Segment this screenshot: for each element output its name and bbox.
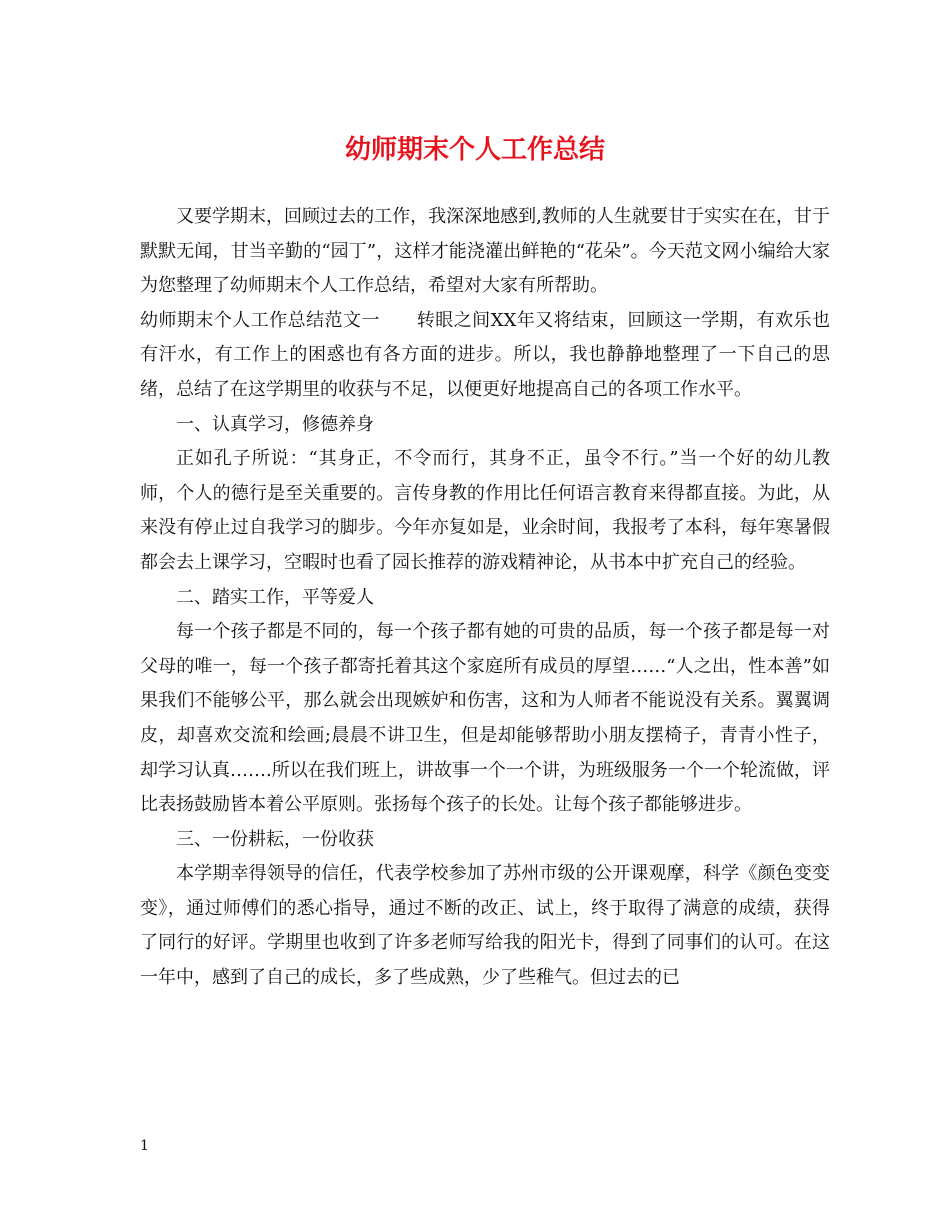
intro-paragraph: 又要学期末，回顾过去的工作，我深深地感到,教师的人生就要甘于实实在在，甘于默默无闻，甘当辛勤的“园丁”，这样才能浇灌出鲜艳的“花朵”。今天范文网小编给大家为您整理了幼师期末个人工作总结，希望对大家有所帮助。 (140, 206, 830, 297)
harvest-paragraph: 本学期幸得领导的信任，代表学校参加了苏州市级的公开课观摩，科学《颜色变变变》，通过师傅们的悉心指导，通过不断的改正、试上，终于取得了满意的成绩，获得了同行的好评。学期里也收到了许多老师写给我的阳光卡，得到了同事们的认可。在这一年中，感到了自己的成长，多了些成熟，少了些稚气。但过去的已 (140, 863, 830, 989)
study-paragraph: 正如孔子所说：“其身正，不令而行，其身不正，虽令不行。”当一个好的幼儿教师，个人的德行是至关重要的。言传身教的作用比任何语言教育来得都直接。为此，从来没有停止过自我学习的脚步。今年亦复如是，业余时间，我报考了本科，每年寒暑假都会去上课学习，空暇时也看了园长推荐的游戏精神论，从书本中扩充自己的经验。 (140, 448, 830, 573)
section-heading-study: 一、认真学习，修德养身 (176, 413, 374, 435)
work-paragraph: 每一个孩子都是不同的，每一个孩子都有她的可贵的品质，每一个孩子都是每一对父母的唯一，每一个孩子都寄托着其这个家庭所有成员的厚望……“人之出，性本善”如果我们不能够公平，那么就会出现嫉妒和伤害，这和为人师者不能说没有关系。翼翼调皮，却喜欢交流和绘画;晨晨不讲卫生，但是却能够帮助小朋友摆椅子，青青小性子，却学习认真…….所以在我们班上，讲故事一个一个讲，为班级服务一个一个轮流做，评比表扬鼓励皆本着公平原则。张扬每个孩子的长处。让每个孩子都能够进步。 (140, 621, 830, 816)
page-title: 幼师期末个人工作总结 (344, 135, 605, 165)
page-number: 1 (140, 1138, 149, 1154)
section-heading-harvest: 三、一份耕耘，一份收获 (176, 828, 374, 850)
sample-one-paragraph: 幼师期末个人工作总结范文一 转眼之间XX年又将结束，回顾这一学期，有欢乐也有汗水，有工作上的困惑也有各方面的进步。所以，我也静静地整理了一下自己的思绪，总结了在这学期里的收获与不足，以便更好地提高自己的各项工作水平。 (140, 309, 830, 400)
document-body (140, 200, 830, 996)
section-heading-work: 二、踏实工作，平等爱人 (176, 586, 374, 608)
